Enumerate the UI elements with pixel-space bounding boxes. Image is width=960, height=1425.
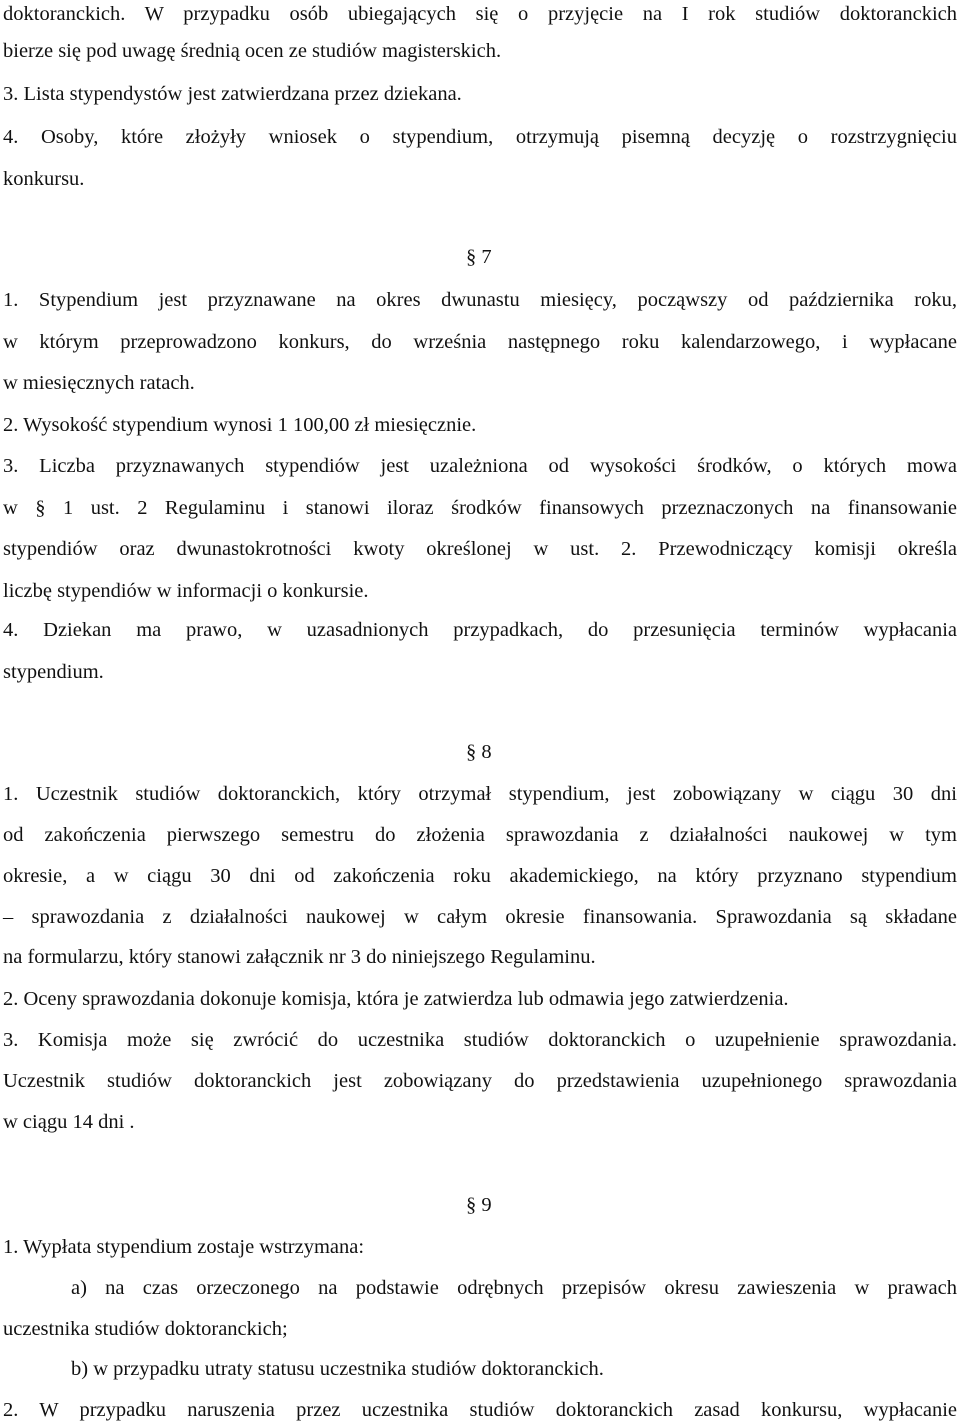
paragraph-line: liczbę stypendiów w informacji o konkursie. — [3, 580, 369, 602]
section-heading: § 9 — [466, 1194, 492, 1216]
paragraph-line: – sprawozdania z działalności naukowej w całym okresie finansowania. Sprawozdania są składane — [3, 906, 957, 928]
paragraph-line: 3. Liczba przyznawanych stypendiów jest uzależniona od wysokości środków, o których mowa — [3, 455, 957, 477]
paragraph-line: uczestnika studiów doktoranckich; — [3, 1318, 288, 1340]
paragraph-line: na formularzu, który stanowi załącznik nr 3 do niniejszego Regulaminu. — [3, 946, 596, 968]
list-item-b: b) w przypadku utraty statusu uczestnika studiów doktoranckich. — [71, 1358, 604, 1380]
paragraph-line: 2. Wysokość stypendium wynosi 1 100,00 zł miesięcznie. — [3, 414, 477, 436]
section-heading: § 8 — [466, 741, 492, 763]
paragraph-line: w którym przeprowadzono konkurs, do września następnego roku kalendarzowego, i wypłacane — [3, 331, 957, 353]
paragraph-line: 1. Wypłata stypendium zostaje wstrzymana: — [3, 1236, 365, 1258]
paragraph-line: 1. Uczestnik studiów doktoranckich, który otrzymał stypendium, jest zobowiązany w ciągu 30 dni — [3, 783, 957, 805]
paragraph-line: w § 1 ust. 2 Regulaminu i stanowi iloraz środków finansowych przeznaczonych na finansowanie — [3, 497, 957, 519]
list-item-a: a) na czas orzeczonego na podstawie odrębnych przepisów okresu zawieszenia w prawach — [71, 1277, 957, 1299]
paragraph-line: 2. Oceny sprawozdania dokonuje komisja, która je zatwierdza lub odmawia jego zatwierdzenia. — [3, 988, 789, 1010]
paragraph-line: 3. Komisja może się zwrócić do uczestnika studiów doktoranckich o uzupełnienie sprawozdania. — [3, 1029, 957, 1051]
paragraph-line: stypendiów oraz dwunastokrotności kwoty określonej w ust. 2. Przewodniczący komisji określa — [3, 538, 957, 560]
paragraph-line: 4. Dziekan ma prawo, w uzasadnionych przypadkach, do przesunięcia terminów wypłacania — [3, 619, 957, 641]
paragraph-line: okresie, a w ciągu 30 dni od zakończenia roku akademickiego, na który przyznano stypendium — [3, 865, 957, 887]
paragraph-line: od zakończenia pierwszego semestru do złożenia sprawozdania z działalności naukowej w tym — [3, 824, 957, 846]
paragraph-line: Uczestnik studiów doktoranckich jest zobowiązany do przedstawienia uzupełnionego sprawozdania — [3, 1070, 957, 1092]
paragraph-line: 2. W przypadku naruszenia przez uczestnika studiów doktoranckich zasad konkursu, wypłacanie — [3, 1399, 957, 1421]
paragraph-line: doktoranckich. W przypadku osób ubiegających się o przyjęcie na I rok studiów doktoranckich — [3, 3, 957, 25]
paragraph-line: bierze się pod uwagę średnią ocen ze studiów magisterskich. — [3, 40, 502, 62]
section-heading: § 7 — [466, 246, 492, 268]
paragraph-line: 3. Lista stypendystów jest zatwierdzana przez dziekana. — [3, 83, 462, 105]
paragraph-line: 1. Stypendium jest przyznawane na okres dwunastu miesięcy, począwszy od października roku, — [3, 289, 957, 311]
paragraph-line: konkursu. — [3, 168, 85, 190]
paragraph-line: w miesięcznych ratach. — [3, 372, 195, 394]
paragraph-line: 4. Osoby, które złożyły wniosek o stypendium, otrzymują pisemną decyzję o rozstrzygnięciu — [3, 126, 957, 148]
paragraph-line: stypendium. — [3, 661, 104, 683]
paragraph-line: w ciągu 14 dni . — [3, 1111, 135, 1133]
